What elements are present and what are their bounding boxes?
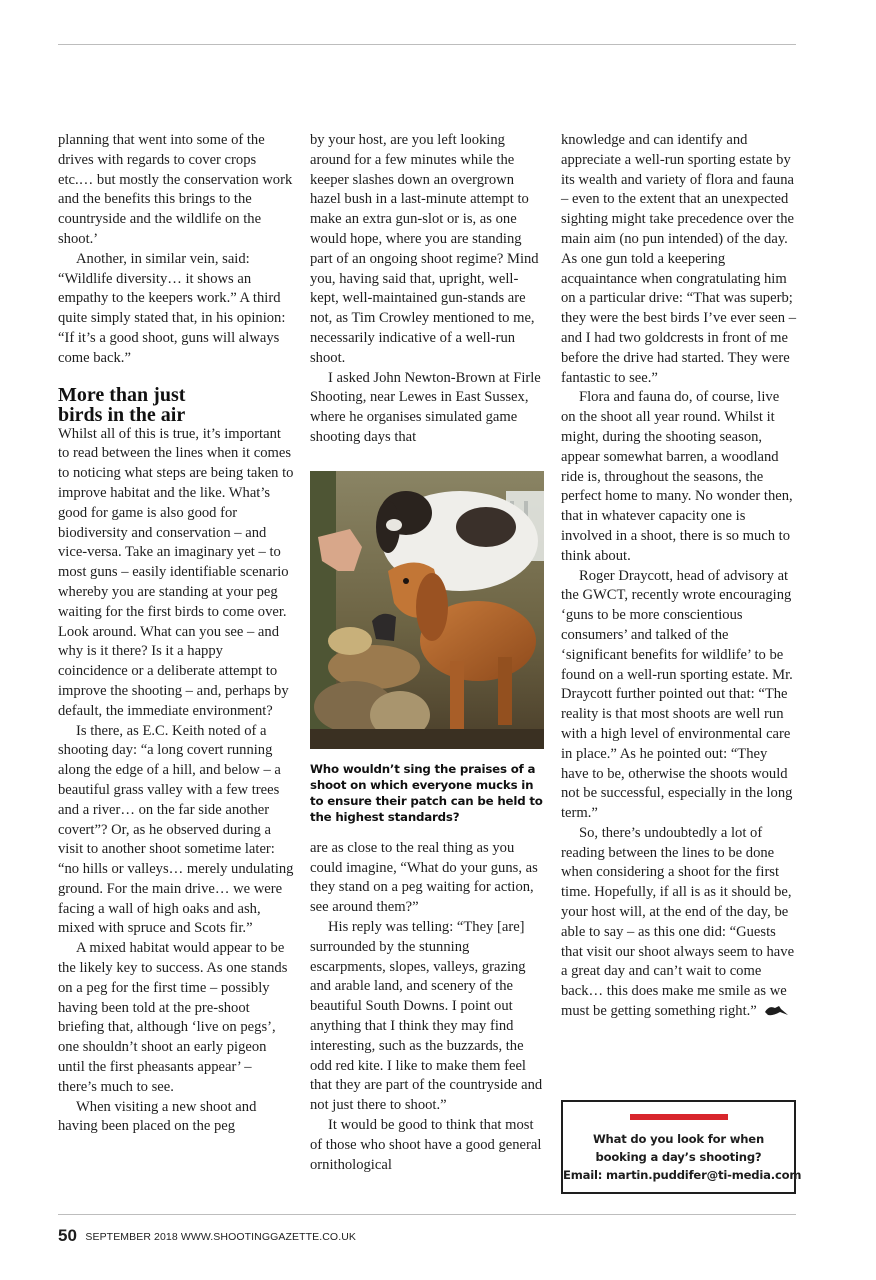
paragraph: I asked John Newton-Brown at Firle Shooting, near Lewes in East Sussex, where he organises simulated game shooting days that	[310, 369, 541, 445]
bottom-rule	[58, 1214, 796, 1215]
paragraph: A mixed habitat would appear to be the likely key to success. As one stands on a peg for the first time – possibly having been told at the pre-shoot briefing that, although ‘live on pegs’, one shouldn’t shoot an early pigeon until the first pheasants appear’ – there’s much to see.	[58, 940, 288, 1095]
paragraph: Roger Draycott, head of advisory at the GWCT, recently wrote encouraging ‘guns to be more conscientious consumers’ and talked of the ‘significant benefits for wildlife’ to be found on a well-run sporting estate. Mr. Draycott further pointed out that: “The reality is that most shoots are well run with a high level of environmental care in place.” As he pointed out: “They have to be, otherwise the shoots would not be successful, especially in the long term.”	[561, 567, 793, 822]
top-rule	[58, 44, 796, 45]
paragraph: Is there, as E.C. Keith noted of a shooting day: “a long covert running along the edge of a hill, and below – a beautiful grass valley with a few trees and a river… on the far side another covert”? Or, as he observed during a visit to another shoot sometime later: “no hills or valleys… merely undulating ground. For the main drive… we were facing a wall of high oaks and ash, mixed with spruce and Scots fir.”	[58, 722, 294, 937]
dogs-and-game-illustration	[310, 471, 544, 749]
issue-and-website: SEPTEMBER 2018 WWW.SHOOTINGGAZETTE.CO.UK	[85, 1231, 356, 1243]
paragraph: knowledge and can identify and appreciate a well-run sporting estate by its wealth and variety of flora and fauna – even to the extent that an unexpected sighting might take precedence over the main aim (no pun intended) of the day. As one gun told a keepering acquaintance when congratulating him on a particular drive: “That was superb; they were the best birds I’ve ever seen – and I had two goldcrests in front of me before the drive had started. They were fantastic to see.”	[561, 132, 797, 386]
paragraph: His reply was telling: “They [are] surrounded by the stunning escarpments, slopes, valleys, grazing and arable land, and scenery of the beautiful South Downs. I point out anything that I think they may find interesting, such as the buzzards, the odd red kite. I like to make them feel that they are part of the countryside and not just there to shoot.”	[310, 918, 543, 1114]
page-number: 50	[58, 1226, 77, 1245]
red-accent-bar	[630, 1114, 728, 1120]
paragraph-final	[561, 824, 797, 1022]
article-column-2	[310, 131, 546, 1175]
section-heading	[58, 385, 294, 425]
paragraph: planning that went into some of the drives with regards to cover crops etc.… but mostly the conservation work and the benefits this brings to the countryside and the wildlife on the shoot.’	[58, 132, 293, 247]
photo-caption: Who wouldn’t sing the praises of a shoot on which everyone mucks in to ensure their patch can be held to the highest standards?	[310, 761, 543, 824]
section-heading-line-2: birds in the air	[58, 403, 186, 426]
section-heading-line-1: More than just	[58, 383, 186, 406]
pheasant-end-mark-icon	[763, 1003, 789, 1017]
paragraph: Whilst all of this is true, it’s important to read between the lines when it comes to noticing what steps are being taken to improve habitat and the like. What’s good for game is also good for biodiversity and conservation – and vice-versa. Take an imaginary yet – to most guns – easily identifiable scenario whereby you are standing at your peg waiting for the first birds to come over. Look around. What can you see – and why is it there? Is it a happy coincidence or a deliberate attempt to improve the shooting – and, perhaps by default, the immediate environment?	[58, 425, 294, 719]
paragraph: by your host, are you left looking around for a few minutes while the keeper slashes down an overgrown hazel bush in a last-minute attempt to make an extra gun-slot or is, as one would hope, where you are standing part of an ongoing shoot regime? Mind you, having said that, upright, well-kept, well-maintained gun-stands are not, as Tim Crowley mentioned to me, necessarily indicative of a well-run shoot.	[310, 132, 539, 366]
article-column-1	[58, 131, 294, 1137]
paragraph: It would be good to think that most of those who shoot have a good general ornithological	[310, 1116, 542, 1173]
spaniel-dogs-photo	[310, 471, 544, 749]
paragraph: are as close to the real thing as you could imagine, “What do your guns, as they stand on a peg waiting for action, see around them?”	[310, 839, 538, 916]
final-paragraph-text: So, there’s undoubtedly a lot of reading between the lines to be done when considering a shoot for the first time. Hopefully, if all is as it should be, your host will, at the end of the day, be able to say – as this one did: “Guests that visit our shoot always seem to have a great day and can’t wait to come back… this does make me smile as we must be getting something right.”	[561, 824, 795, 1020]
page-footer	[58, 1226, 356, 1246]
box-line-2: booking a day’s shooting?	[595, 1150, 762, 1164]
paragraph: Flora and fauna do, of course, live on the shoot all year round. Whilst it might, during the shooting season, appear somewhat barren, a woodland ride is, throughout the seasons, the perfect home to many. No wonder then, that in whatever capacity one is involved in a shoot, there is so much to think about.	[561, 389, 793, 564]
box-email[interactable]: Email: martin.puddifer@ti-media.com	[563, 1168, 802, 1182]
box-line-1: What do you look for when	[592, 1132, 765, 1146]
article-column-3	[561, 131, 797, 1022]
reader-question-text	[563, 1130, 802, 1184]
paragraph: Another, in similar vein, said: “Wildlife diversity… it shows an empathy to the keepers work.” A third quite simply stated that, in his opinion: “If it’s a good shoot, guns will always come back.”	[58, 250, 286, 366]
reader-question-box	[561, 1100, 802, 1194]
paragraph: When visiting a new shoot and having been placed on the peg	[58, 1098, 257, 1135]
